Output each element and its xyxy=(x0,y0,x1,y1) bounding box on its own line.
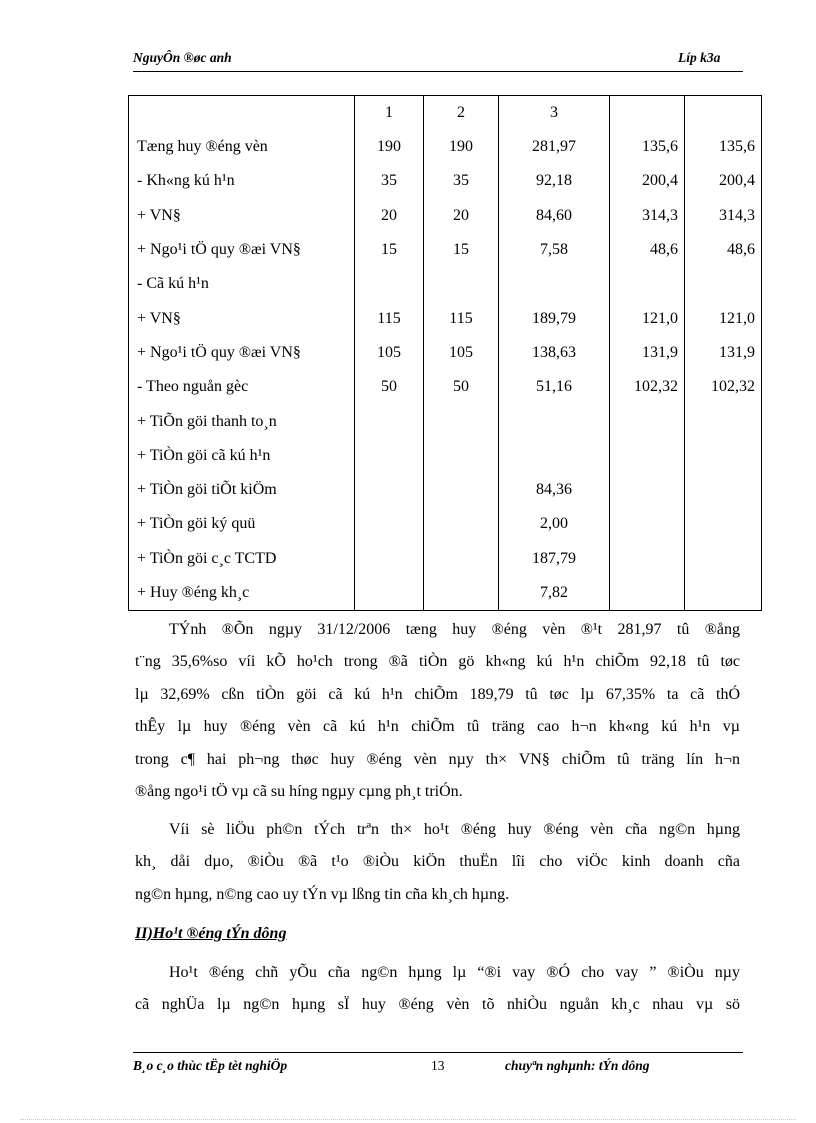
paragraph-credit-intro xyxy=(135,957,740,1022)
table-cell: 84,60 xyxy=(499,199,610,233)
text-line: ®ång ngo¹i tÖ vµ cã su híng ngµy cµng ph¸t triÓn. xyxy=(135,783,463,801)
table-cell: Tæng huy ®éng vèn xyxy=(129,130,355,164)
page-number: 13 xyxy=(431,1058,445,1073)
table-cell xyxy=(424,576,499,611)
table-cell: 135,6 xyxy=(610,130,685,164)
table-cell xyxy=(355,507,424,541)
table-cell xyxy=(424,473,499,507)
table-cell xyxy=(355,473,424,507)
table-row xyxy=(129,404,762,438)
table-row xyxy=(129,301,762,335)
table-header-cell xyxy=(685,96,762,131)
table-cell: 15 xyxy=(355,233,424,267)
text-line: ng©n hµng, n©ng cao uy tÝn vµ lßng tin cña kh¸ch hµng. xyxy=(135,885,510,903)
table-cell: 84,36 xyxy=(499,473,610,507)
table-cell: - Cã kú h¹n xyxy=(129,267,355,301)
table-cell xyxy=(355,267,424,301)
table-cell: + TiÒn göi c¸c TCTD xyxy=(129,542,355,576)
text-line: t¨ng 35,6%so víi kÕ ho¹ch trong ®ã tiÒn gö kh«ng kú h¹n chiÕm 92,18 tû tøc xyxy=(135,653,740,671)
table-cell: 314,3 xyxy=(685,199,762,233)
table-cell: 20 xyxy=(355,199,424,233)
table-row xyxy=(129,164,762,198)
table-cell xyxy=(610,267,685,301)
table-cell xyxy=(685,404,762,438)
table-cell xyxy=(424,507,499,541)
text-line: Ho¹t ®éng chñ yÕu cña ng©n hµng lµ “®i vay ®Ó cho vay ” ®iÒu nµy xyxy=(169,964,740,981)
header-class: Líp k3a xyxy=(678,50,721,65)
table-cell: 105 xyxy=(355,336,424,370)
table-cell: 121,0 xyxy=(685,301,762,335)
table-cell: 7,58 xyxy=(499,233,610,267)
table-cell: 138,63 xyxy=(499,336,610,370)
table-cell: + TiÒn göi ký quü xyxy=(129,507,355,541)
table-cell: 281,97 xyxy=(499,130,610,164)
section-title: II)Ho¹t ®éng tÝn dông xyxy=(135,925,287,942)
table-cell xyxy=(424,267,499,301)
table-cell: 51,16 xyxy=(499,370,610,404)
paragraph-capital-summary xyxy=(135,614,740,808)
table-cell: 7,82 xyxy=(499,576,610,611)
footer-major: chuyªn nghµnh: tÝn dông xyxy=(505,1058,650,1073)
table-cell xyxy=(610,576,685,611)
paragraph-analysis xyxy=(135,814,740,911)
table-row xyxy=(129,233,762,267)
table-header-cell xyxy=(610,96,685,131)
table-cell: 48,6 xyxy=(610,233,685,267)
table-cell: 2,00 xyxy=(499,507,610,541)
table-row xyxy=(129,473,762,507)
table-cell: 115 xyxy=(355,301,424,335)
table-cell: 121,0 xyxy=(610,301,685,335)
text-line: cã nghÜa lµ ng©n hµng sÏ huy ®éng vèn tõ nhiÒu nguån kh¸c nhau vµ sö xyxy=(135,996,740,1014)
text-line: kh¸ dåi dµo, ®iÒu ®ã t¹o ®iÒu kiÖn thuËn lîi cho viÖc kinh doanh cña xyxy=(135,853,740,871)
table-header-cell: 3 xyxy=(499,96,610,131)
table-cell: 135,6 xyxy=(685,130,762,164)
table-row xyxy=(129,439,762,473)
text-line: Víi sè liÖu ph©n tÝch trªn th× ho¹t ®éng huy ®éng vèn cña ng©n hµng xyxy=(169,821,740,838)
table-cell xyxy=(685,542,762,576)
table-cell: 190 xyxy=(355,130,424,164)
table-cell xyxy=(685,576,762,611)
table-row xyxy=(129,130,762,164)
table-cell: 105 xyxy=(424,336,499,370)
table-cell: 50 xyxy=(424,370,499,404)
table-cell: + TiÕn göi thanh to¸n xyxy=(129,404,355,438)
header-rule xyxy=(133,71,743,72)
page-edge xyxy=(20,1119,796,1120)
table-row xyxy=(129,370,762,404)
table-cell xyxy=(355,439,424,473)
text-line: thÊy lµ huy ®éng vèn cã kú h¹n chiÕm tû träng cao h¬n kh«ng kú h¹n vµ xyxy=(135,718,740,736)
table-cell: 200,4 xyxy=(610,164,685,198)
table-cell xyxy=(499,404,610,438)
table-cell xyxy=(355,576,424,611)
table-cell xyxy=(610,473,685,507)
table-cell: 20 xyxy=(424,199,499,233)
table-cell xyxy=(355,542,424,576)
table-cell: 92,18 xyxy=(499,164,610,198)
table-row xyxy=(129,199,762,233)
table-cell: 131,9 xyxy=(685,336,762,370)
table-row xyxy=(129,507,762,541)
table-cell: 131,9 xyxy=(610,336,685,370)
table-cell: 48,6 xyxy=(685,233,762,267)
table-cell xyxy=(355,404,424,438)
table-cell xyxy=(685,439,762,473)
table-cell: 50 xyxy=(355,370,424,404)
table-cell xyxy=(685,507,762,541)
table-row xyxy=(129,576,762,611)
footer-report-title: B¸o c¸o thùc tËp tèt nghiÖp xyxy=(133,1058,288,1073)
table-cell: + TiÒn göi cã kú h¹n xyxy=(129,439,355,473)
table-row xyxy=(129,267,762,301)
table-cell xyxy=(685,473,762,507)
table-cell xyxy=(610,507,685,541)
table-cell: 187,79 xyxy=(499,542,610,576)
header-author: NguyÔn ®øc anh xyxy=(133,50,232,65)
table-cell xyxy=(424,404,499,438)
footer-rule xyxy=(133,1052,743,1053)
table-cell: + VN§ xyxy=(129,199,355,233)
text-line: trong c¶ hai ph¬ng thøc huy ®éng vèn nµy th× VN§ chiÕm tû träng lín h¬n xyxy=(135,750,740,768)
table-cell: 102,32 xyxy=(685,370,762,404)
table-row xyxy=(129,542,762,576)
table-cell: + Huy ®éng kh¸c xyxy=(129,576,355,611)
table-cell: 115 xyxy=(424,301,499,335)
capital-mobilization-table xyxy=(128,95,762,611)
table-cell xyxy=(424,439,499,473)
table-cell xyxy=(610,439,685,473)
table-cell: 190 xyxy=(424,130,499,164)
table-cell: + VN§ xyxy=(129,301,355,335)
table-cell xyxy=(424,542,499,576)
table-cell: 35 xyxy=(355,164,424,198)
table-header-cell xyxy=(129,96,355,131)
table-cell: 200,4 xyxy=(685,164,762,198)
text-line: lµ 32,69% cßn tiÒn göi cã kú h¹n chiÕm 189,79 tû tøc lµ 67,35% ta cã thÓ xyxy=(135,685,740,703)
table-cell xyxy=(685,267,762,301)
text-line: TÝnh ®Õn ngµy 31/12/2006 tæng huy ®éng vèn ®¹t 281,97 tû ®ång xyxy=(169,621,740,638)
table-cell: 15 xyxy=(424,233,499,267)
table-cell: + Ngo¹i tÖ quy ®æi VN§ xyxy=(129,233,355,267)
table-cell xyxy=(610,404,685,438)
table-header-cell: 1 xyxy=(355,96,424,131)
table-cell: 35 xyxy=(424,164,499,198)
table-header-cell: 2 xyxy=(424,96,499,131)
table-cell: - Theo nguån gèc xyxy=(129,370,355,404)
table-header-row xyxy=(129,96,762,131)
table-cell: - Kh«ng kú h¹n xyxy=(129,164,355,198)
table-cell: 102,32 xyxy=(610,370,685,404)
table-row xyxy=(129,336,762,370)
table-cell: 314,3 xyxy=(610,199,685,233)
table-cell: 189,79 xyxy=(499,301,610,335)
table-cell xyxy=(499,439,610,473)
table-cell: + TiÒn göi tiÕt kiÖm xyxy=(129,473,355,507)
table-cell: + Ngo¹i tÖ quy ®æi VN§ xyxy=(129,336,355,370)
table-cell xyxy=(499,267,610,301)
table-cell xyxy=(610,542,685,576)
